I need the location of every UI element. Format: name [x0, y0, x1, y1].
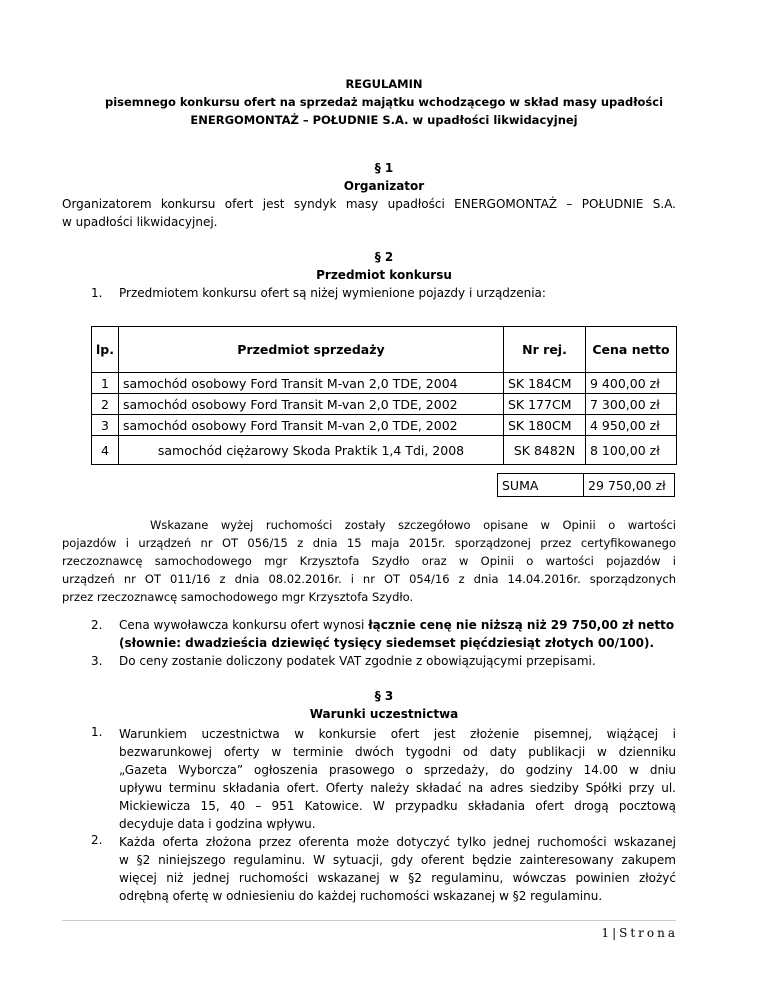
row-reg: SK 184CM	[504, 373, 586, 394]
section-2-item-2-number: 2.	[91, 618, 103, 632]
row-lp: 4	[92, 436, 119, 465]
section-1-heading: Organizator	[343, 179, 425, 193]
section-2-heading: Przedmiot konkursu	[316, 268, 452, 282]
section-2-item-1-number: 1.	[91, 286, 103, 300]
section-3-number: § 3	[374, 689, 394, 703]
row-lp: 3	[92, 415, 119, 436]
items-table	[91, 326, 677, 465]
paragraph-line: Mickiewicza 15, 40 – 951 Katowice. W przypadku składania ofert drogą pocztową	[119, 799, 676, 813]
paragraph-line: Warunkiem uczestnictwa w konkursie ofert jest złożenie pisemnej, wiążącej i	[119, 727, 676, 741]
table-header-lp: lp.	[92, 327, 119, 373]
paragraph-line: urządzeń nr OT 011/16 z dnia 08.02.2016r. i nr OT 054/16 z dnia 14.04.2016r. sporządzonych	[62, 572, 676, 586]
page-number: 1	[601, 926, 613, 940]
section-3-heading: Warunki uczestnictwa	[309, 707, 459, 721]
table-row	[92, 394, 677, 415]
table-header-reg: Nr rej.	[504, 327, 586, 373]
table-row	[92, 373, 677, 394]
paragraph-line: Każda oferta złożona przez oferenta może dotyczyć tylko jednej ruchomości wskazanej	[119, 835, 676, 849]
paragraph-line: Wskazane wyżej ruchomości zostały szczegółowo opisane w Opinii o wartości	[150, 518, 676, 532]
table-header-item: Przedmiot sprzedaży	[118, 327, 503, 373]
item-2-text-bold: łącznie cenę nie niższą niż 29 750,00 zł netto	[368, 618, 675, 632]
row-lp: 1	[92, 373, 119, 394]
section-2-item-3-number: 3.	[91, 654, 103, 668]
document-subtitle-2: ENERGOMONTAŻ – POŁUDNIE S.A. w upadłości likwidacyjnej	[190, 113, 578, 127]
document-title: REGULAMIN	[345, 77, 423, 91]
footer-label: Strona	[619, 926, 678, 940]
document-subtitle-1: pisemnego konkursu ofert na sprzedaż majątku wchodzącego w skład masy upadłości	[104, 95, 664, 109]
paragraph-line: rzeczoznawcę samochodowego mgr Krzysztofa Szydło oraz w Opinii o wartości pojazdów i	[62, 554, 676, 568]
row-price: 4 950,00 zł	[586, 415, 677, 436]
paragraph-line: w §2 niniejszego regulaminu. W sytuacji, gdy oferent będzie zainteresowany zakupem	[119, 853, 676, 867]
section-3-item-2-text	[119, 833, 676, 905]
item-2-text-regular: Cena wywoławcza konkursu ofert wynosi	[119, 618, 369, 632]
footer-divider	[62, 920, 676, 921]
row-item: samochód osobowy Ford Transit M-van 2,0 TDE, 2002	[118, 394, 503, 415]
row-price: 9 400,00 zł	[586, 373, 677, 394]
table-row	[92, 415, 677, 436]
row-item: samochód osobowy Ford Transit M-van 2,0 TDE, 2002	[118, 415, 503, 436]
section-1-line-1: Organizatorem konkursu ofert jest syndyk masy upadłości ENERGOMONTAŻ – POŁUDNIE S.A.	[62, 197, 676, 211]
sum-label: SUMA	[498, 474, 584, 497]
section-1-number: § 1	[374, 161, 394, 175]
row-item: samochód ciężarowy Skoda Praktik 1,4 Tdi, 2008	[118, 436, 503, 465]
table-header-row	[92, 327, 677, 373]
sum-row	[498, 474, 675, 497]
section-2-item-2-text	[119, 618, 674, 632]
section-2-paragraph	[62, 516, 676, 606]
row-item: samochód osobowy Ford Transit M-van 2,0 TDE, 2004	[118, 373, 503, 394]
row-reg: SK 180CM	[504, 415, 586, 436]
row-price: 7 300,00 zł	[586, 394, 677, 415]
sum-value: 29 750,00 zł	[584, 474, 675, 497]
paragraph-line: upływu terminu składania ofert. Oferty należy składać na adres siedziby Spółki przy ul.	[119, 781, 676, 795]
section-3-item-1-text	[119, 725, 676, 833]
section-3-item-1-number: 1.	[91, 725, 103, 739]
row-lp: 2	[92, 394, 119, 415]
paragraph-line: bezwarunkowej oferty w terminie dwóch tygodni od daty publikacji w dzienniku	[119, 745, 676, 759]
paragraph-line: odrębną ofertę w odniesieniu do każdej ruchomości wskazanej w §2 regulaminu.	[119, 889, 603, 903]
section-1-line-2: w upadłości likwidacyjnej.	[62, 215, 218, 229]
section-2-item-1-text: Przedmiotem konkursu ofert są niżej wymienione pojazdy i urządzenia:	[119, 286, 546, 300]
paragraph-line: więcej niż jednej ruchomości wskazanej w §2 regulaminu, wówczas powinien złożyć	[119, 871, 676, 885]
table-header-price: Cena netto	[586, 327, 677, 373]
section-2-item-3-text: Do ceny zostanie doliczony podatek VAT zgodnie z obowiązującymi przepisami.	[119, 654, 596, 668]
sum-table	[497, 473, 675, 497]
paragraph-line: „Gazeta Wyborcza” ogłoszenia prasowego o sprzedaży, do godziny 14.00 w dniu	[119, 763, 676, 777]
paragraph-line: decyduje data i godzina wpływu.	[119, 817, 316, 831]
row-reg: SK 8482N	[504, 436, 586, 465]
paragraph-line: przez rzeczoznawcę samochodowego mgr Krzysztofa Szydło.	[62, 590, 414, 604]
section-2-item-2-line-2: (słownie: dwadzieścia dziewięć tysięcy siedemset pięćdziesiąt złotych 00/100).	[119, 636, 655, 650]
paragraph-line: pojazdów i urządzeń nr OT 056/15 z dnia 15 maja 2015r. sporządzonej przez certyfikowanego	[62, 536, 676, 550]
footer-separator: |	[612, 926, 620, 940]
section-3-item-2-number: 2.	[91, 833, 103, 847]
page-footer	[601, 926, 678, 940]
row-reg: SK 177CM	[504, 394, 586, 415]
section-2-number: § 2	[374, 250, 394, 264]
row-price: 8 100,00 zł	[586, 436, 677, 465]
table-row	[92, 436, 677, 465]
